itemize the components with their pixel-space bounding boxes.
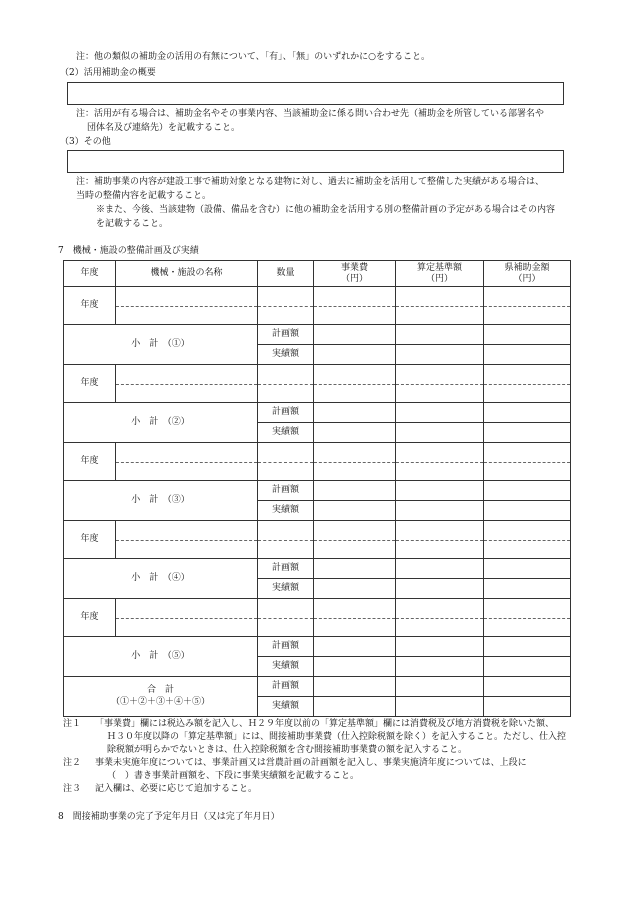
note-label — [63, 770, 95, 783]
dashed-divider — [396, 618, 483, 619]
total-label-l2: （①＋②＋③＋④＋⑤） — [110, 696, 210, 707]
plan-pref-cell[interactable] — [484, 325, 571, 345]
actual-cost-cell[interactable] — [314, 423, 396, 443]
dashed-divider — [396, 540, 483, 541]
note-text: Ｈ３０年度以降の「算定基準額」には、間接補助事業費（仕入控除税額を除く）を記入すること。ただし、仕入控 — [107, 732, 567, 742]
dashed-divider — [116, 384, 257, 385]
header-cost-l2: （円） — [340, 273, 368, 284]
actual-cost-cell[interactable] — [314, 579, 396, 599]
pref-cell[interactable] — [484, 365, 571, 403]
group-year-cell[interactable]: 年度 — [64, 287, 116, 325]
item3-note-line4: を記載すること。 — [96, 219, 169, 229]
plan-cost-cell[interactable] — [314, 403, 396, 423]
subtotal-label: 小 計 （③） — [64, 481, 258, 521]
plan-std-cell[interactable] — [396, 325, 484, 345]
actual-std-cell[interactable] — [396, 657, 484, 677]
subtotal-plan-row — [64, 559, 571, 579]
std-cell[interactable] — [396, 443, 484, 481]
dashed-divider — [314, 306, 395, 307]
plan-std-cell[interactable] — [396, 559, 484, 579]
plan-label: 計画額 — [258, 481, 314, 501]
dashed-divider — [258, 462, 313, 463]
cost-cell[interactable] — [314, 365, 396, 403]
plan-label: 計画額 — [258, 325, 314, 345]
header-std-l1: 算定基準額 — [416, 263, 462, 274]
item-name-cell[interactable] — [116, 443, 258, 481]
actual-label: 実績額 — [258, 657, 314, 677]
note-label: 注１ — [63, 719, 82, 729]
actual-label: 実績額 — [258, 501, 314, 521]
total-plan-label: 計画額 — [258, 677, 314, 697]
plan-cost-cell[interactable] — [314, 637, 396, 657]
total-actual-label: 実績額 — [258, 697, 314, 717]
note-line — [63, 744, 577, 757]
actual-std-cell[interactable] — [396, 579, 484, 599]
header-qty: 数量 — [258, 261, 314, 287]
cost-cell[interactable] — [314, 287, 396, 325]
qty-cell[interactable] — [258, 599, 314, 637]
subtotal-plan-row — [64, 325, 571, 345]
dashed-divider — [314, 462, 395, 463]
dashed-divider — [116, 306, 257, 307]
note-existence: 注：他の類似の補助金の活用の有無について、「有」、「無」のいずれかに○をすること。 — [76, 52, 430, 62]
group-item-row — [64, 521, 571, 559]
group-item-row — [64, 365, 571, 403]
header-cost-l1: 事業費 — [340, 263, 368, 274]
dashed-divider — [484, 618, 570, 619]
actual-pref-cell[interactable] — [484, 657, 571, 677]
cost-cell[interactable] — [314, 443, 396, 481]
std-cell[interactable] — [396, 365, 484, 403]
item2-input-box[interactable] — [67, 82, 564, 105]
note-text: （ ）書き事業計画額を、下段に事業実績額を記載すること。 — [107, 771, 360, 781]
plan-cost-cell[interactable] — [314, 559, 396, 579]
dashed-divider — [484, 306, 570, 307]
item-name-cell[interactable] — [116, 365, 258, 403]
section7-title: 7 機械・施設の整備計画及び実績 — [58, 246, 199, 256]
header-pref — [484, 261, 571, 287]
dashed-divider — [314, 384, 395, 385]
dashed-divider — [396, 462, 483, 463]
total-actual-cost[interactable] — [314, 697, 396, 717]
note-label: 注２ — [63, 758, 82, 768]
dashed-divider — [314, 540, 395, 541]
total-plan-cost[interactable] — [314, 677, 396, 697]
pref-cell[interactable] — [484, 599, 571, 637]
dashed-divider — [116, 462, 257, 463]
note-label — [63, 744, 95, 757]
qty-cell[interactable] — [258, 443, 314, 481]
plan-cost-cell[interactable] — [314, 481, 396, 501]
plan-pref-cell[interactable] — [484, 637, 571, 657]
note-text: 除税額が明らかでないときは、仕入控除税額を含む間接補助事業費の額を記入すること。 — [107, 745, 468, 755]
equipment-plan-table — [63, 260, 571, 717]
note-line — [63, 718, 577, 731]
item2-title: （2）活用補助金の概要 — [60, 68, 156, 78]
total-label-l1: 合 計 — [146, 684, 174, 695]
item3-note-line3: ※また、今後、当該建物（設備、備品を含む）に他の補助金を活用する別の整備計画の予定がある場合はその内容 — [96, 205, 556, 215]
cost-cell[interactable] — [314, 599, 396, 637]
actual-label: 実績額 — [258, 345, 314, 365]
note-label: 注３ — [63, 784, 82, 794]
actual-std-cell[interactable] — [396, 501, 484, 521]
actual-pref-cell[interactable] — [484, 579, 571, 599]
note-text: 記入欄は、必要に応じて追加すること。 — [95, 784, 258, 794]
dashed-divider — [396, 384, 483, 385]
actual-pref-cell[interactable] — [484, 345, 571, 365]
plan-label: 計画額 — [258, 637, 314, 657]
note-line — [63, 770, 577, 783]
pref-cell[interactable] — [484, 521, 571, 559]
actual-pref-cell[interactable] — [484, 501, 571, 521]
group-item-row — [64, 443, 571, 481]
plan-std-cell[interactable] — [396, 481, 484, 501]
dashed-divider — [396, 306, 483, 307]
std-cell[interactable] — [396, 287, 484, 325]
item-name-cell[interactable] — [116, 521, 258, 559]
dashed-divider — [258, 306, 313, 307]
total-label — [64, 677, 258, 717]
total-row-plan — [64, 677, 571, 697]
actual-cost-cell[interactable] — [314, 501, 396, 521]
header-std — [396, 261, 484, 287]
groups-body — [64, 287, 571, 677]
group-item-row — [64, 287, 571, 325]
item-name-cell[interactable] — [116, 287, 258, 325]
subtotal-plan-row — [64, 637, 571, 657]
note-line — [63, 783, 577, 796]
group-year-cell[interactable]: 年度 — [64, 443, 116, 481]
plan-pref-cell[interactable] — [484, 403, 571, 423]
subtotal-label: 小 計 （①） — [64, 325, 258, 365]
note-text: 事業未実施年度については、事業計画又は営農計画の計画額を記入し、事業実施済年度については、上段に — [95, 758, 527, 768]
dashed-divider — [484, 540, 570, 541]
std-cell[interactable] — [396, 521, 484, 559]
actual-std-cell[interactable] — [396, 423, 484, 443]
qty-cell[interactable] — [258, 521, 314, 559]
group-year-cell[interactable]: 年度 — [64, 365, 116, 403]
group-year-cell[interactable]: 年度 — [64, 599, 116, 637]
note-text: 「事業費」欄には税込み額を記入し、Ｈ２９年度以前の「算定基準額」欄には消費税及び地方消費税を除いた額、 — [95, 719, 555, 729]
header-cost — [314, 261, 396, 287]
header-name: 機械・施設の名称 — [116, 261, 258, 287]
dashed-divider — [258, 618, 313, 619]
total-plan-std[interactable] — [396, 677, 484, 697]
item3-note-line1: 注：補助事業の内容が建設工事で補助対象となる建物に対し、過去に補助金を活用して整備した実績がある場合は、 — [76, 177, 545, 187]
header-pref-l2: （円） — [513, 273, 541, 284]
plan-label: 計画額 — [258, 403, 314, 423]
section8-title: 8 間接補助事業の完了予定年月日（又は完了年月日） — [58, 812, 280, 822]
table-notes — [63, 718, 577, 796]
note-line — [63, 731, 577, 744]
total-plan-pref[interactable] — [484, 677, 571, 697]
qty-cell[interactable] — [258, 365, 314, 403]
plan-std-cell[interactable] — [396, 403, 484, 423]
actual-label: 実績額 — [258, 423, 314, 443]
actual-std-cell[interactable] — [396, 345, 484, 365]
item-name-cell[interactable] — [116, 599, 258, 637]
plan-cost-cell[interactable] — [314, 325, 396, 345]
item2-note-line1: 注：活用が有る場合は、補助金名やその事業内容、当該補助金に係る問い合わせ先（補助金を所管している部署名や — [76, 109, 545, 119]
group-item-row — [64, 599, 571, 637]
dashed-divider — [258, 540, 313, 541]
table-header-row — [64, 261, 571, 287]
dashed-divider — [314, 618, 395, 619]
group-year-cell[interactable]: 年度 — [64, 521, 116, 559]
actual-label: 実績額 — [258, 579, 314, 599]
qty-cell[interactable] — [258, 287, 314, 325]
note-label — [63, 731, 95, 744]
cost-cell[interactable] — [314, 521, 396, 559]
plan-pref-cell[interactable] — [484, 559, 571, 579]
actual-pref-cell[interactable] — [484, 423, 571, 443]
dashed-divider — [484, 384, 570, 385]
pref-cell[interactable] — [484, 443, 571, 481]
actual-cost-cell[interactable] — [314, 345, 396, 365]
subtotal-label: 小 計 （⑤） — [64, 637, 258, 677]
dashed-divider — [116, 618, 257, 619]
plan-label: 計画額 — [258, 559, 314, 579]
plan-pref-cell[interactable] — [484, 481, 571, 501]
header-year: 年度 — [64, 261, 116, 287]
plan-std-cell[interactable] — [396, 637, 484, 657]
item3-title: （3）その他 — [60, 137, 111, 147]
item3-note-line2: 当時の整備内容を記載すること。 — [76, 191, 212, 201]
subtotal-plan-row — [64, 481, 571, 501]
subtotal-label: 小 計 （②） — [64, 403, 258, 443]
item3-input-box[interactable] — [67, 150, 564, 173]
total-actual-std[interactable] — [396, 697, 484, 717]
item2-note-line2: 団体名及び連絡先）を記載すること。 — [87, 123, 241, 133]
total-actual-pref[interactable] — [484, 697, 571, 717]
pref-cell[interactable] — [484, 287, 571, 325]
subtotal-plan-row — [64, 403, 571, 423]
subtotal-label: 小 計 （④） — [64, 559, 258, 599]
dashed-divider — [116, 540, 257, 541]
dashed-divider — [258, 384, 313, 385]
note-line — [63, 757, 577, 770]
std-cell[interactable] — [396, 599, 484, 637]
header-std-l2: （円） — [425, 273, 453, 284]
dashed-divider — [484, 462, 570, 463]
actual-cost-cell[interactable] — [314, 657, 396, 677]
header-pref-l1: 県補助金額 — [504, 263, 550, 274]
